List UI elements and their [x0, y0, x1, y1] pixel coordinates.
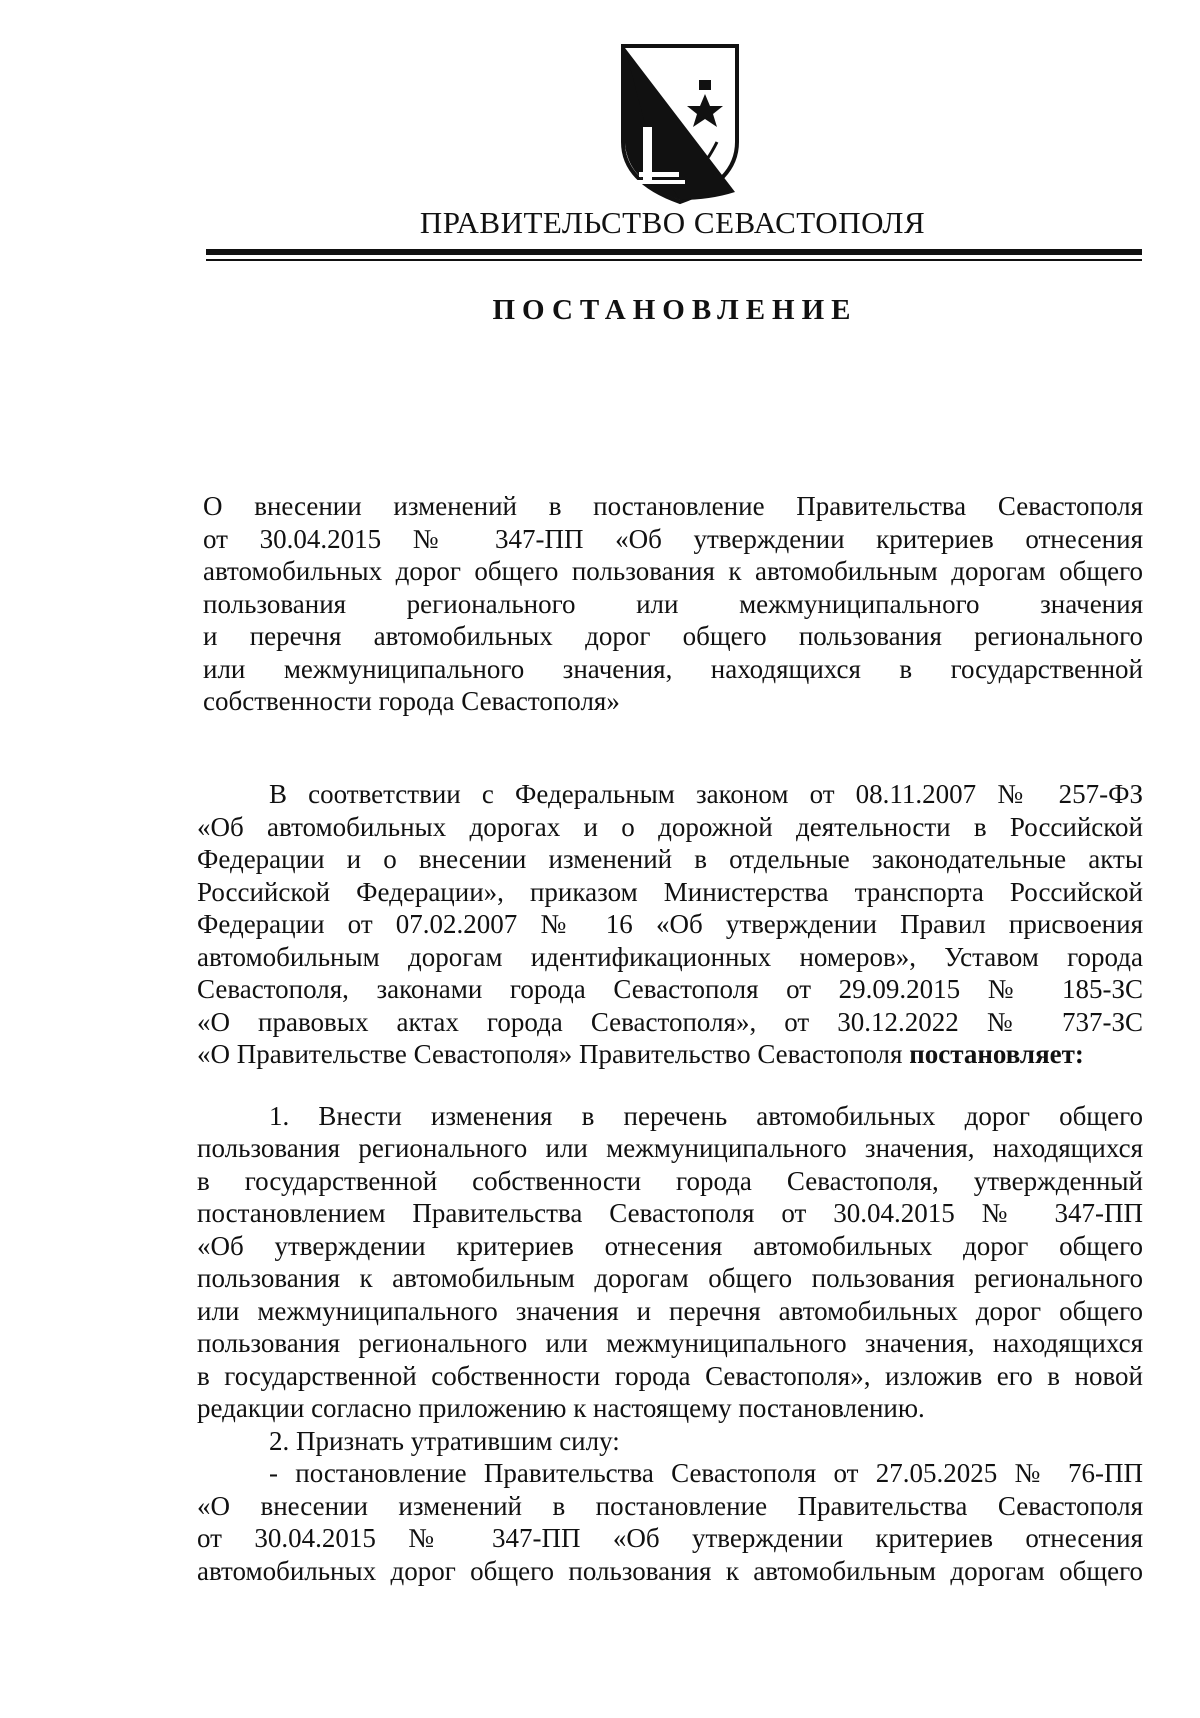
preamble-last-text: «О Правительстве Севастополя» Правительство Севастополя	[197, 1039, 910, 1069]
title-line: и перечня автомобильных дорог общего пользования регионального	[203, 621, 1143, 651]
item-1-line: в государственной собственности города Севастополя, утвержденный	[197, 1165, 1143, 1196]
title-line: или межмуниципального значения, находящихся в государственной	[203, 653, 1143, 684]
item-2-heading: 2. Признать утратившим силу:	[269, 1425, 620, 1456]
header-rule-thick	[206, 249, 1142, 255]
item-1-line: пользования регионального или межмуниципального значения, находящихся	[197, 1133, 1143, 1163]
item-2-paragraph	[197, 1425, 1143, 1588]
item-2-line: «О внесении изменений в постановление Правительства Севастополя	[197, 1490, 1143, 1521]
government-name: ПРАВИТЕЛЬСТВО СЕВАСТОПОЛЯ	[419, 205, 926, 240]
item-1-line: или межмуниципального значения и перечня автомобильных дорог общего	[197, 1295, 1143, 1326]
item-1-paragraph	[197, 1100, 1143, 1425]
title-line: пользования регионального или межмуниципального значения	[203, 588, 1143, 619]
item-2-line: от 30.04.2015 № 347-ПП «Об утверждении критериев отнесения	[197, 1523, 1143, 1553]
item-1-line: 1. Внести изменения в перечень автомобильных дорог общего	[269, 1100, 1143, 1131]
title-line: автомобильных дорог общего пользования к автомобильным дорогам общего	[203, 556, 1143, 586]
preamble-line: В соответствии с Федеральным законом от 08.11.2007 № 257-ФЗ	[269, 779, 1143, 809]
document-type: ПОСТАНОВЛЕНИЕ	[492, 294, 858, 326]
preamble-line: Федерации от 07.02.2007 № 16 «Об утверждении Правил присвоения	[197, 909, 1143, 939]
preamble-paragraph	[197, 778, 1143, 1071]
item-2-line: автомобильных дорог общего пользования к автомобильным дорогам общего	[197, 1555, 1143, 1586]
title-line: О внесении изменений в постановление Правительства Севастополя	[203, 491, 1143, 521]
preamble-line: Российской Федерации», приказом Министерства транспорта Российской	[197, 876, 1143, 907]
item-1-line: пользования регионального или межмуниципального значения, находящихся	[197, 1328, 1143, 1358]
item-1-line: пользования к автомобильным дорогам общего пользования регионального	[197, 1263, 1143, 1293]
item-1-line: редакции согласно приложению к настоящему постановлению.	[197, 1393, 925, 1423]
item-1-line: «Об утверждении критериев отнесения автомобильных дорог общего	[197, 1230, 1143, 1261]
preamble-line: Федерации и о внесении изменений в отдельные законодательные акты	[197, 844, 1143, 874]
preamble-line-last	[197, 1038, 1143, 1071]
sevastopol-coat-of-arms-icon	[615, 42, 745, 207]
paragraph-gap	[197, 1071, 1143, 1100]
preamble-line: автомобильным дорогам идентификационных номеров», Уставом города	[197, 941, 1143, 972]
title-line: от 30.04.2015 № 347-ПП «Об утверждении критериев отнесения	[203, 523, 1143, 554]
item-1-line: в государственной собственности города Севастополя», изложив его в новой	[197, 1360, 1143, 1391]
preamble-line: Севастополя, законами города Севастополя от 29.09.2015 № 185-ЗС	[197, 974, 1143, 1004]
title-line: собственности города Севастополя»	[203, 686, 620, 716]
header-rule-thin	[206, 259, 1142, 261]
resolves-word: постановляет:	[909, 1039, 1084, 1069]
document-body	[197, 778, 1143, 1587]
preamble-line: «Об автомобильных дорогах и о дорожной деятельности в Российской	[197, 811, 1143, 842]
item-2-line: - постановление Правительства Севастополя от 27.05.2025 № 76-ПП	[269, 1458, 1143, 1488]
preamble-line: «О правовых актах города Севастополя», от 30.12.2022 № 737-ЗС	[197, 1006, 1143, 1037]
document-title	[203, 490, 1143, 718]
item-1-line: постановлением Правительства Севастополя от 30.04.2015 № 347-ПП	[197, 1198, 1143, 1228]
